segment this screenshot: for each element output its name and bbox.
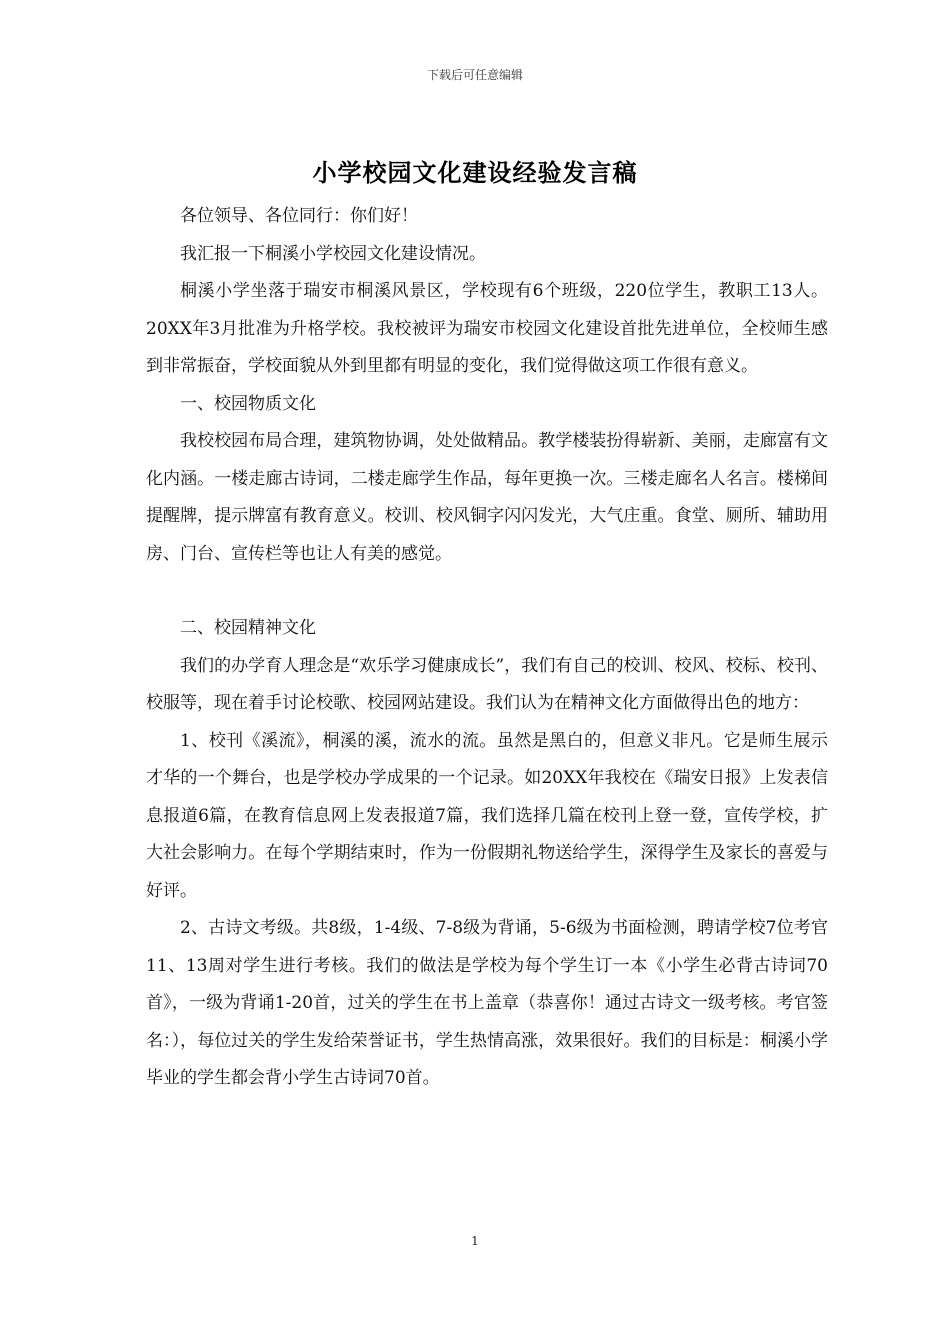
section-heading-spirit: 二、校园精神文化	[180, 618, 316, 638]
section-heading-material: 一、校园物质文化	[180, 393, 316, 414]
school-journal-paragraph: 1、校刊《溪流》，桐溪的溪，流水的流。虽然是黑白的，但意义非凡。它是师生展示才华的一个舞台，也是学校办学成果的一个记录。如20XX年我校在《瑞安日报》上发表信息报道6篇，在教育信息网上发表报道7篇，我们选择几篇在校刊上登一登，宣传学校，扩大社会影响力。在每个学期结束时，作为一份假期礼物送给学生，深得学生及家长的喜爱与好评。	[146, 730, 828, 901]
material-culture-paragraph: 我校校园布局合理，建筑物协调，处处做精品。教学楼装扮得崭新、美丽，走廊富有文化内涵。一楼走廊古诗词，二楼走廊学生作品，每年更换一次。三楼走廊名人名言。楼梯间提醒牌，提示牌富有教育意义。校训、校风铜字闪闪发光，大气庄重。食堂、厕所、辅助用房、门台、宣传栏等也让人有美的感觉。	[146, 431, 828, 564]
intro-paragraph: 我汇报一下桐溪小学校园文化建设情况。	[180, 243, 486, 264]
page-number: 1	[471, 1234, 479, 1248]
paragraph-gap	[146, 573, 828, 610]
spirit-culture-paragraph: 我们的办学育人理念是“欢乐学习健康成长”，我们有自己的校训、校风、校标、校刊、校服等，现在着手讨论校歌、校园网站建设。我们认为在精神文化方面做得出色的地方：	[146, 655, 828, 713]
poetry-exam-paragraph: 2、古诗文考级。共8级，1-4级、7-8级为背诵，5-6级为书面检测，聘请学校7位考官11、13周对学生进行考核。我们的做法是学校为每个学生订一本《小学生必背古诗词70首》，一级为背诵1-20首，过关的学生在书上盖章（恭喜你！通过古诗文一级考核。考官签名：），每位过关的学生发给荣誉证书，学生热情高涨，效果很好。我们的目标是：桐溪小学毕业的学生都会背小学生古诗词70首。	[146, 918, 828, 1088]
school-overview-paragraph: 桐溪小学坐落于瑞安市桐溪风景区，学校现有6个班级，220位学生，教职工13人。20XX年3月批准为升格学校。我校被评为瑞安市校园文化建设首批先进单位，全校师生感到非常振奋，学校面貌从外到里都有明显的变化，我们觉得做这项工作很有意义。	[146, 281, 828, 376]
document-title: 小学校园文化建设经验发言稿	[312, 158, 638, 187]
header-note: 下载后可任意编辑	[426, 68, 523, 82]
greeting-paragraph: 各位领导、各位同行：你们好！	[180, 206, 418, 226]
document-body	[146, 198, 828, 1098]
